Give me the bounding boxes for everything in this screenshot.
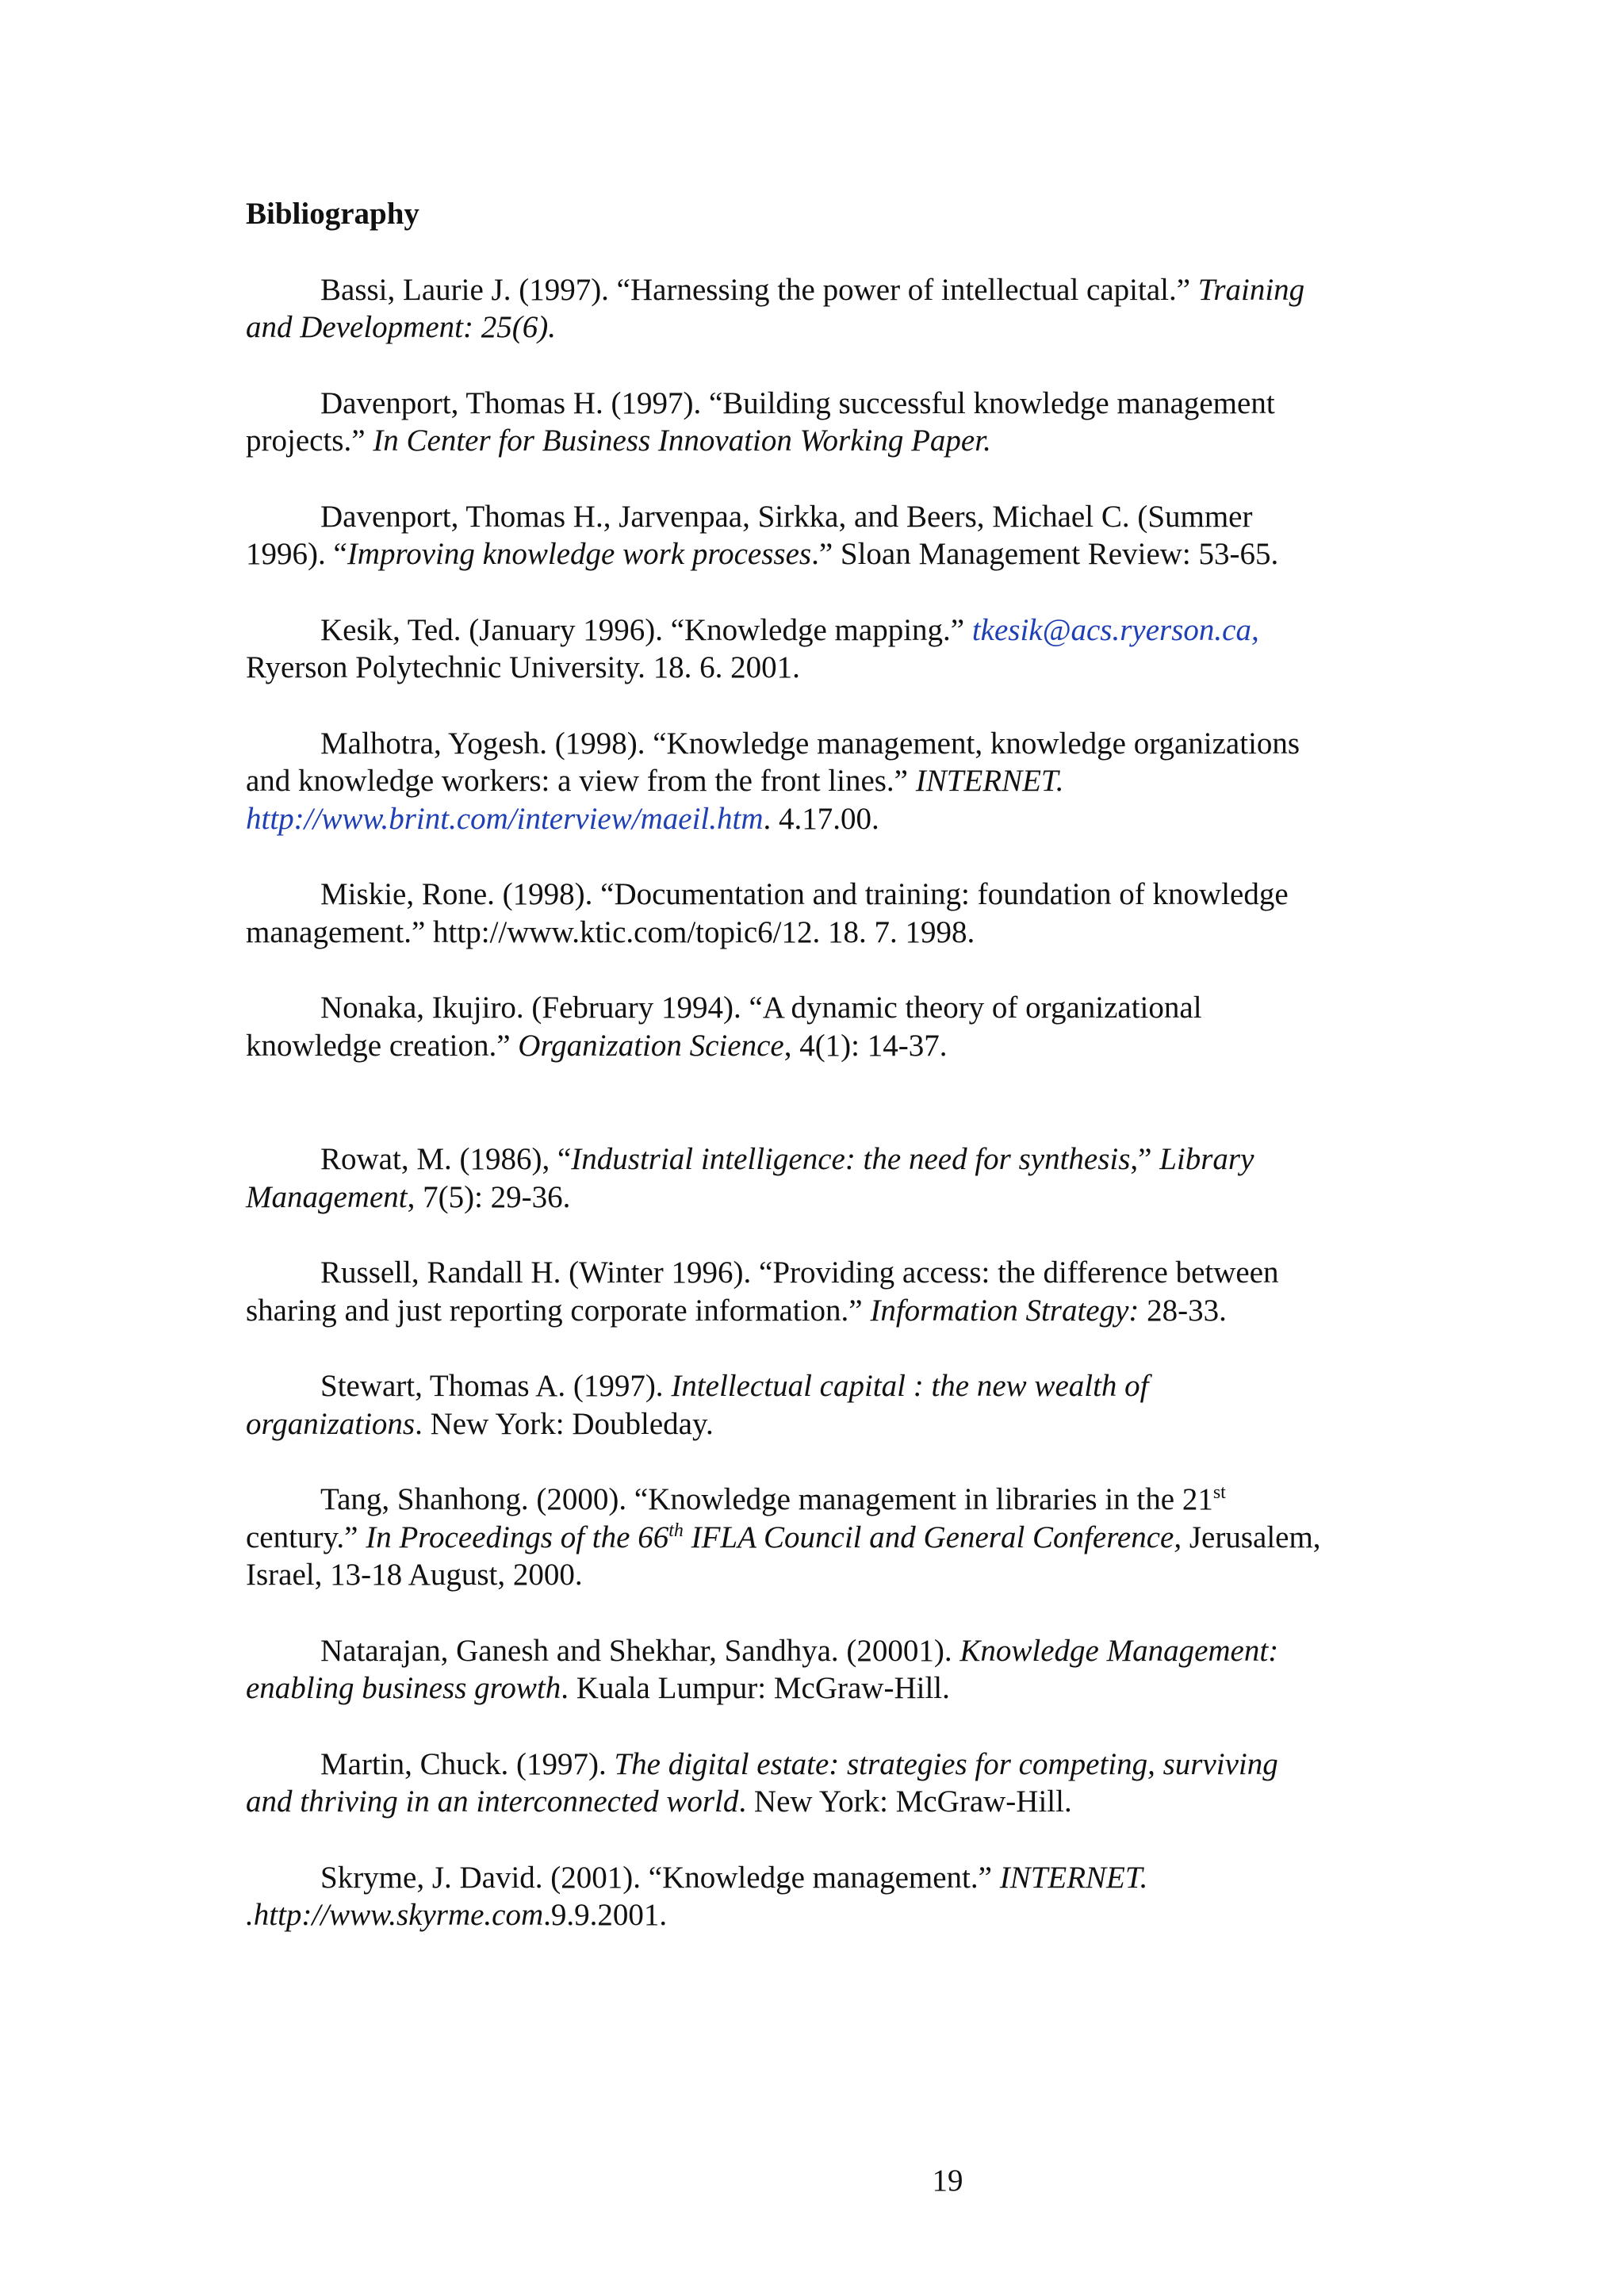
italic-text: Improving knowledge work processes	[347, 537, 812, 571]
entry-text: century.”	[246, 1520, 366, 1554]
bibliography-entry	[246, 876, 1332, 951]
bibliography-entry	[246, 1746, 1332, 1821]
italic-text: Information Strategy:	[870, 1293, 1139, 1328]
entry-text: Jerusalem, Israel, 13-18 August, 2000.	[246, 1520, 1321, 1592]
entry-text: 28-33.	[1139, 1293, 1227, 1328]
entry-text: Davenport, Thomas H., Jarvenpaa, Sirkka, and Beers, Michael C. (Summer 1996). “	[246, 499, 1253, 571]
bibliography-entry	[246, 1254, 1332, 1329]
bibliography-heading: Bibliography	[246, 197, 419, 231]
bibliography-entry	[246, 725, 1332, 838]
bibliography-entry	[246, 1140, 1332, 1216]
italic-text: The digital estate: strategies for competing, surviving and thriving in an interconnected world	[246, 1746, 1278, 1819]
italic-text: In Proceedings of the 66	[366, 1520, 669, 1554]
italic-text: INTERNET.	[915, 764, 1064, 798]
entry-text: .” Sloan Management Review: 53-65.	[811, 537, 1279, 571]
entry-text: .9.9.2001.	[543, 1898, 668, 1932]
entry-text: Nonaka, Ikujiro. (February 1994). “A dynamic theory of organizational knowledge creation.”	[246, 991, 1202, 1063]
entry-text: . New York: Doubleday.	[415, 1406, 714, 1441]
entry-text: . New York: McGraw-Hill.	[738, 1784, 1072, 1819]
entry-text: Russell, Randall H. (Winter 1996). “Providing access: the difference between sharing and just reporting corporate information.”	[246, 1255, 1279, 1328]
entry-text: Malhotra, Yogesh. (1998). “Knowledge management, knowledge organizations and knowledge workers: a view from the front lines.”	[246, 726, 1300, 798]
bibliography-entry	[246, 1367, 1332, 1443]
italic-text: IFLA Council and General Conference,	[683, 1520, 1182, 1554]
superscript: th	[668, 1520, 684, 1541]
entry-text: , 4(1): 14-37.	[783, 1028, 948, 1063]
entry-text: Davenport, Thomas H. (1997). “Building successful knowledge management projects.”	[246, 385, 1275, 458]
entry-text: ,”	[1130, 1142, 1160, 1176]
bibliography-entry	[246, 385, 1332, 460]
italic-text: Intellectual capital : the new wealth of organizations	[246, 1369, 1149, 1441]
italic-text: In Center for Business Innovation Working Paper.	[373, 424, 991, 458]
bibliography-entry	[246, 498, 1332, 573]
bibliography-entry	[246, 1481, 1332, 1594]
italic-text: Industrial intelligence: the need for synthesis	[571, 1142, 1131, 1176]
entry-text: Bassi, Laurie J. (1997). “Harnessing the power of intellectual capital.”	[320, 272, 1198, 307]
italic-text: Organization Science	[518, 1028, 784, 1063]
superscript: st	[1212, 1482, 1226, 1503]
entry-text: Stewart, Thomas A. (1997).	[320, 1369, 672, 1403]
italic-text: Knowledge Management: enabling business growth	[246, 1633, 1279, 1705]
bibliography-section	[246, 195, 1332, 1972]
italic-text: Training and Development: 25(6).	[246, 272, 1305, 344]
italic-text: Library Management	[246, 1142, 1254, 1214]
bibliography-entry	[246, 1859, 1332, 1934]
bibliography-entry	[246, 1632, 1332, 1708]
hyperlink[interactable]: http://www.brint.com/interview/maeil.htm	[246, 801, 764, 836]
bibliography-entry	[246, 271, 1332, 347]
entry-text: . 4.17.00.	[763, 801, 879, 836]
entry-text: . Kuala Lumpur: McGraw-Hill.	[561, 1671, 950, 1705]
entry-text: Skryme, J. David. (2001). “Knowledge management.”	[320, 1860, 1000, 1895]
bibliography-list	[246, 271, 1332, 1934]
italic-text: INTERNET. .http://www.skyrme.com	[246, 1860, 1148, 1932]
entry-text: Miskie, Rone. (1998). “Documentation and training: foundation of knowledge management.” http://www.ktic.com/topic6/12. 18. 7. 1998.	[246, 877, 1289, 949]
page-number: 19	[932, 2164, 963, 2198]
entry-text: Tang, Shanhong. (2000). “Knowledge management in libraries in the 21	[320, 1482, 1213, 1516]
entry-text: Natarajan, Ganesh and Shekhar, Sandhya. (20001).	[320, 1633, 960, 1668]
bibliography-entry	[246, 989, 1332, 1064]
entry-text: Rowat, M. (1986), “	[320, 1142, 572, 1176]
entry-text: Kesik, Ted. (January 1996). “Knowledge mapping.”	[320, 612, 972, 647]
hyperlink[interactable]: tkesik@acs.ryerson.ca,	[971, 612, 1259, 647]
entry-text: Martin, Chuck. (1997).	[320, 1746, 615, 1781]
bibliography-entry	[246, 611, 1332, 687]
entry-text: , 7(5): 29-36.	[407, 1179, 571, 1214]
entry-text: Ryerson Polytechnic University. 18. 6. 2001.	[246, 650, 800, 684]
